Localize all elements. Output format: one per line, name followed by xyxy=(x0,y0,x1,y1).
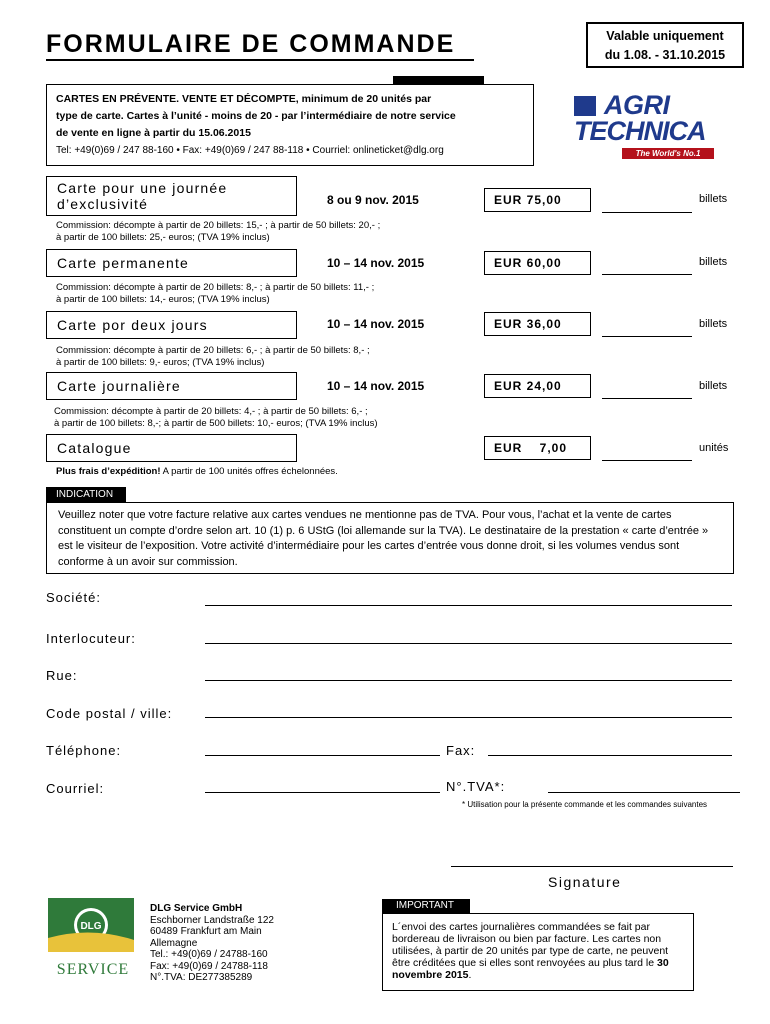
important-date: 30 novembre 2015 xyxy=(392,957,669,981)
product-box-permanent xyxy=(46,249,297,277)
dlg-service-logo xyxy=(48,898,134,980)
important-box xyxy=(382,913,694,991)
company-vat: N°.TVA: DE277385289 xyxy=(150,972,253,983)
fax-field[interactable] xyxy=(488,755,732,756)
shipping-rest: A partir de 100 unités offres échelonnées. xyxy=(160,466,338,477)
interlocuteur-label: Interlocuteur: xyxy=(46,631,136,646)
product-box-day xyxy=(46,372,297,400)
commission-text xyxy=(54,406,378,429)
product-price: EUR 7,00 xyxy=(484,436,591,460)
commission-text xyxy=(56,282,374,305)
validity-line-2: du 1.08. - 31.10.2015 xyxy=(604,48,726,62)
product-price: EUR 75,00 xyxy=(484,188,591,212)
shipping-bold: Plus frais d’expédition! xyxy=(56,466,161,477)
info-rest: , minimum de 20 unités par xyxy=(295,93,432,105)
product-name-line2: d’exclusivité xyxy=(57,196,149,212)
product-name: Carte por deux jours xyxy=(57,317,208,333)
fax-label: Fax: xyxy=(446,743,476,758)
product-unit: billets xyxy=(699,256,728,268)
product-name-line1: Carte pour une journée xyxy=(57,180,228,196)
societe-label: Société: xyxy=(46,590,101,605)
interlocuteur-field[interactable] xyxy=(205,643,732,644)
company-tel: Tel.: +49(0)69 / 24788-160 xyxy=(150,949,268,960)
code-postal-field[interactable] xyxy=(205,717,732,718)
indication-label: INDICATION xyxy=(46,487,126,502)
company-city: 60489 Frankfurt am Main xyxy=(150,926,262,937)
validity-box xyxy=(586,22,744,68)
tva-label: N°.TVA*: xyxy=(446,779,506,794)
quantity-field[interactable] xyxy=(602,336,692,337)
commission-line1: Commission: décompte à partir de 20 billets: 8,- ; à partir de 50 billets: 11,- ; xyxy=(56,282,375,293)
commission-line1: Commission: décompte à partir de 20 billets: 15,- ; à partir de 50 billets: 20,- ; xyxy=(56,220,381,231)
company-fax: Fax: +49(0)69 / 24788-118 xyxy=(150,960,268,972)
commission-line1: Commission: décompte à partir de 20 billets: 6,- ; à partir de 50 billets: 8,- ; xyxy=(56,345,370,356)
quantity-field[interactable] xyxy=(602,212,692,213)
important-label: IMPORTANT xyxy=(382,899,470,913)
product-unit: billets xyxy=(699,193,728,205)
signature-label: Signature xyxy=(548,874,622,890)
product-date: 8 ou 9 nov. 2015 xyxy=(327,193,419,207)
company-name: DLG Service GmbH xyxy=(150,903,243,914)
commission-line2: à partir de 100 billets: 8,-; à partir de 500 billets: 10,- euros; (TVA 19% inclus) xyxy=(54,417,378,429)
info-line-1 xyxy=(56,91,533,108)
product-unit: billets xyxy=(699,380,728,392)
product-name: Catalogue xyxy=(57,440,132,456)
presale-info-box xyxy=(46,84,534,166)
logo-technica: TECHNICA xyxy=(574,116,706,146)
product-price: EUR 60,00 xyxy=(484,251,591,275)
important-text: L´envoi des cartes journalières commandées se fait par bordereau de livraison ou bien par facture. Les cartes non utilisées, à partir de 20 unités par type de carte, ne peuvent être créditées que si elles sont renvoyées au plus tard le xyxy=(392,921,669,969)
product-unit: unités xyxy=(699,442,729,454)
logo-square-icon xyxy=(574,96,596,116)
product-name: Carte journalière xyxy=(57,378,181,394)
rue-field[interactable] xyxy=(205,680,732,681)
validity-line-1: Valable uniquement xyxy=(606,29,724,43)
commission-text xyxy=(56,345,370,368)
title-underline xyxy=(46,59,474,61)
info-line-3: de vente en ligne à partir du 15.06.2015 xyxy=(56,127,251,139)
commission-text xyxy=(56,220,380,243)
tva-field[interactable] xyxy=(548,792,740,793)
product-box-catalogue xyxy=(46,434,297,462)
commission-line1: Commission: décompte à partir de 20 billets: 4,- ; à partir de 50 billets: 6,- ; xyxy=(54,406,368,417)
rue-label: Rue: xyxy=(46,668,78,683)
product-date: 10 – 14 nov. 2015 xyxy=(327,317,425,331)
societe-field[interactable] xyxy=(205,605,732,606)
company-country: Allemagne xyxy=(150,937,198,949)
info-bold: CARTES EN PRÉVENTE. VENTE ET DÉCOMPTE xyxy=(56,93,296,105)
commission-line2: à partir de 100 billets: 9,- euros; (TVA 19% inclus) xyxy=(56,356,265,368)
product-box-two-days xyxy=(46,311,297,339)
code-postal-label: Code postal / ville: xyxy=(46,706,173,721)
agritechnica-logo xyxy=(574,90,734,162)
info-line-2: type de carte. Cartes à l’unité - moins de 20 - par l’intermédiaire de notre service xyxy=(56,110,456,122)
product-name: Carte permanente xyxy=(57,255,190,271)
product-date: 10 – 14 nov. 2015 xyxy=(327,379,425,393)
signature-field[interactable] xyxy=(451,866,733,867)
product-price: EUR 24,00 xyxy=(484,374,591,398)
courriel-label: Courriel: xyxy=(46,781,105,796)
telephone-field[interactable] xyxy=(205,755,440,756)
company-street: Eschborner Landstraße 122 xyxy=(150,914,274,926)
product-unit: billets xyxy=(699,318,728,330)
logo-agri: AGRI xyxy=(604,90,670,120)
quantity-field[interactable] xyxy=(602,398,692,399)
shipping-note xyxy=(56,466,338,477)
telephone-label: Téléphone: xyxy=(46,743,122,758)
info-contact: Tel: +49(0)69 / 247 88-160 • Fax: +49(0)69 / 247 88-118 • Courriel: onlineticket@dlg.org xyxy=(56,145,444,156)
tva-footnote: * Utilisation pour la présente commande et les commandes suivantes xyxy=(462,800,708,809)
company-address xyxy=(150,903,274,984)
commission-line2: à partir de 100 billets: 14,- euros; (TVA 19% inclus) xyxy=(56,293,270,305)
dlg-logo-sub: SERVICE xyxy=(56,961,130,978)
courriel-field[interactable] xyxy=(205,792,440,793)
logo-slogan: The World's No.1 xyxy=(622,148,714,159)
indication-text: Veuillez noter que votre facture relative aux cartes vendues ne mentionne pas de TVA. Pour vous, l’achat et la vente de cartes constituent un compte d’ordre selon art. 10 (1) p. 6 UStG (loi allemande sur la TVA). Le destinataire de la prestation « carte d’entrée » est le visiteur de l’exposition. Votre activité d’intermédiaire pour les cartes d’entrée vous donne droit, si les volumes vendus sont conforme à un avoir sur commission. xyxy=(46,502,734,574)
quantity-field[interactable] xyxy=(602,460,692,461)
product-box-exclusive xyxy=(46,176,297,216)
commission-line2: à partir de 100 billets: 25,- euros; (TVA 19% inclus) xyxy=(56,231,270,243)
quantity-field[interactable] xyxy=(602,274,692,275)
page-title: FORMULAIRE DE COMMANDE xyxy=(46,30,456,58)
dlg-emblem-icon xyxy=(48,898,134,980)
product-price: EUR 36,00 xyxy=(484,312,591,336)
dlg-logo-text: DLG xyxy=(80,921,102,932)
important-end: . xyxy=(468,969,472,981)
product-date: 10 – 14 nov. 2015 xyxy=(327,256,425,270)
